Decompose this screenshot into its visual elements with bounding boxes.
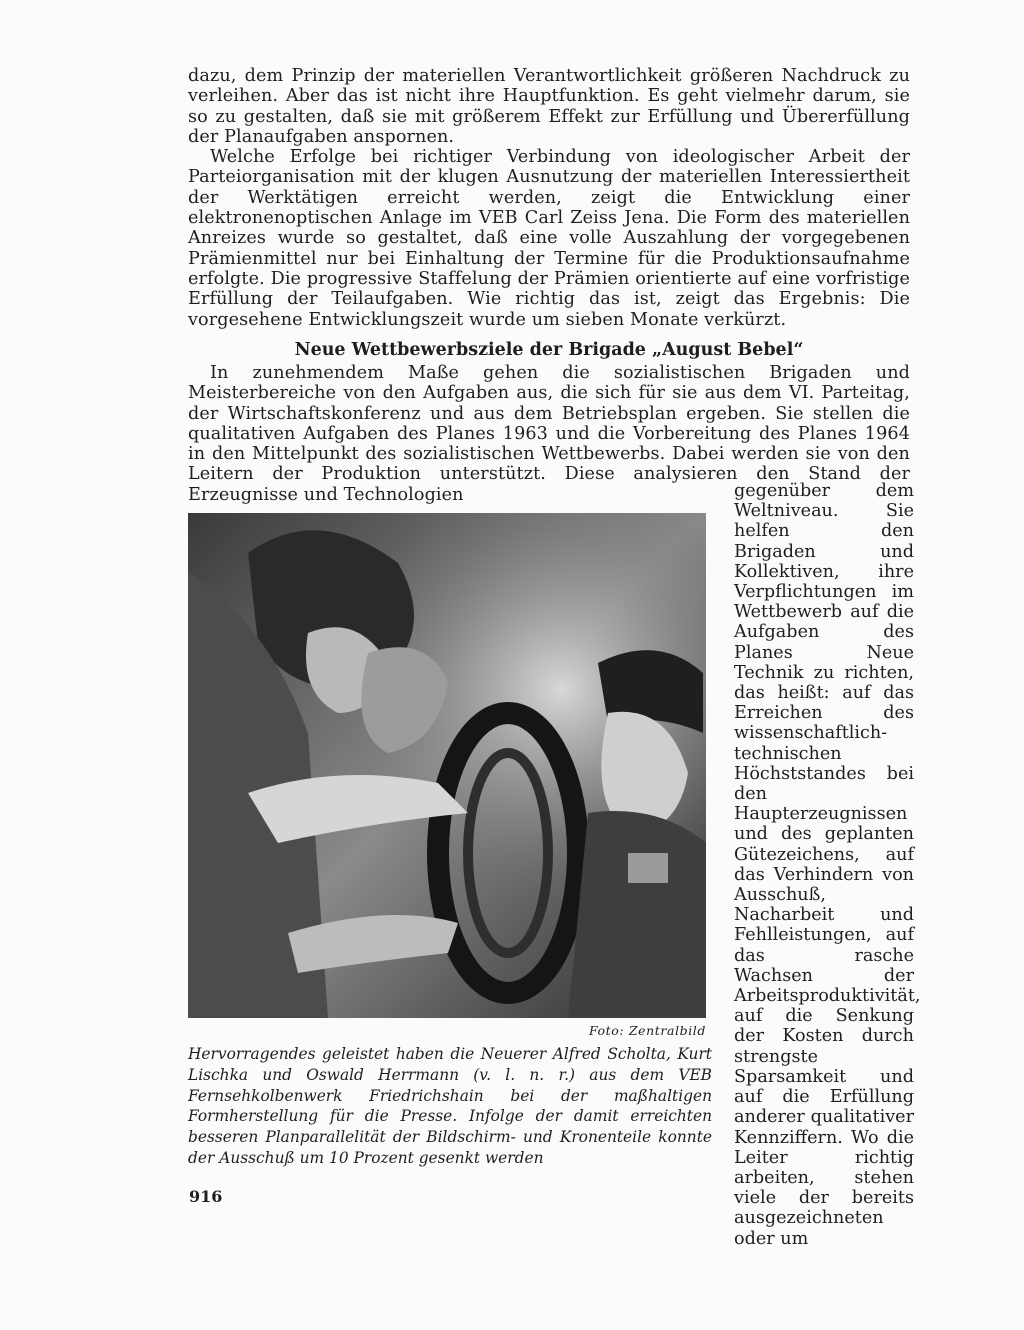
paragraph-3: In zunehmendem Maße gehen die sozialistischen Brigaden und Meisterbereiche von den Aufgaben aus, die sich für sie aus dem VI. Parteitag, der Wirtschaftskonferenz und aus dem Betriebsplan ergeben. Sie stellen die qualitativen Aufgaben des Planes 1963 und die Vorbereitung des Planes 1964 in den Mittelpunkt des sozialistischen Wettbewerbs. Dabei werden sie von den Leitern der Produktion unterstützt. Diese analysieren den Stand der Erzeugnisse und Technologien — [188, 363, 910, 505]
photo-caption: Hervorragendes geleistet haben die Neuerer Alfred Scholta, Kurt Lischka und Oswald Herrmann (v. l. n. r.) aus dem VEB Fernsehkolbenwerk Friedrichshain bei der maßhaltigen Formherstellung für die Presse. Infolge der damit erreichten besseren Planparallelität der Bildschirm- und Kronenteile konnte der Ausschuß um 10 Prozent gesenkt werden — [188, 1045, 712, 1167]
photo-credit: Foto: Zentralbild — [588, 1023, 706, 1038]
body-text-top — [188, 66, 910, 330]
section-heading: Neue Wettbewerbsziele der Brigade „August Bebel“ — [294, 340, 804, 360]
workers-photo — [188, 513, 706, 1018]
page-number: 916 — [189, 1187, 223, 1206]
photo-image — [188, 513, 706, 1018]
side-column-text: gegenüber dem Weltniveau. Sie helfen den Brigaden und Kollektiven, ihre Verpflichtungen im Wettbewerb auf die Aufgaben des Planes Neue Technik zu richten, das heißt: auf das Erreichen des wissenschaftlich-technischen Höchststandes bei den Haupterzeugnissen und des geplanten Gütezeichens, auf das Verhindern von Ausschuß, Nacharbeit und Fehlleistungen, auf das rasche Wachsen der Arbeitsproduktivität, auf die Senkung der Kosten durch strengste Sparsamkeit und auf die Erfüllung anderer qualitativer Kennziffern. Wo die Leiter richtig arbeiten, stehen viele der bereits ausgezeichneten oder um — [734, 481, 921, 1249]
paragraph-2: Welche Erfolge bei richtiger Verbindung von ideologischer Arbeit der Parteiorganisation mit der klugen Ausnutzung der materiellen Interessiertheit der Werktätigen erreicht werden, zeigt die Entwicklung einer elektronenoptischen Anlage im VEB Carl Zeiss Jena. Die Form des materiellen Anreizes wurde so gestaltet, daß eine volle Auszahlung der vorgegebenen Prämienmittel nur bei Einhaltung der Termine für die Produktionsaufnahme erfolgte. Die progressive Staffelung der Prämien orientierte auf eine vorfristige Erfüllung der Teilaufgaben. Wie richtig das ist, zeigt das Ergebnis: Die vorgesehene Entwicklungszeit wurde um sieben Monate verkürzt. — [188, 147, 910, 330]
paragraph-1: dazu, dem Prinzip der materiellen Verantwortlichkeit größeren Nachdruck zu verleihen. Aber das ist nicht ihre Hauptfunktion. Es geht vielmehr darum, sie so zu gestalten, daß sie mit größerem Effekt zur Erfüllung und Übererfüllung der Planaufgaben anspornen. — [188, 66, 910, 147]
